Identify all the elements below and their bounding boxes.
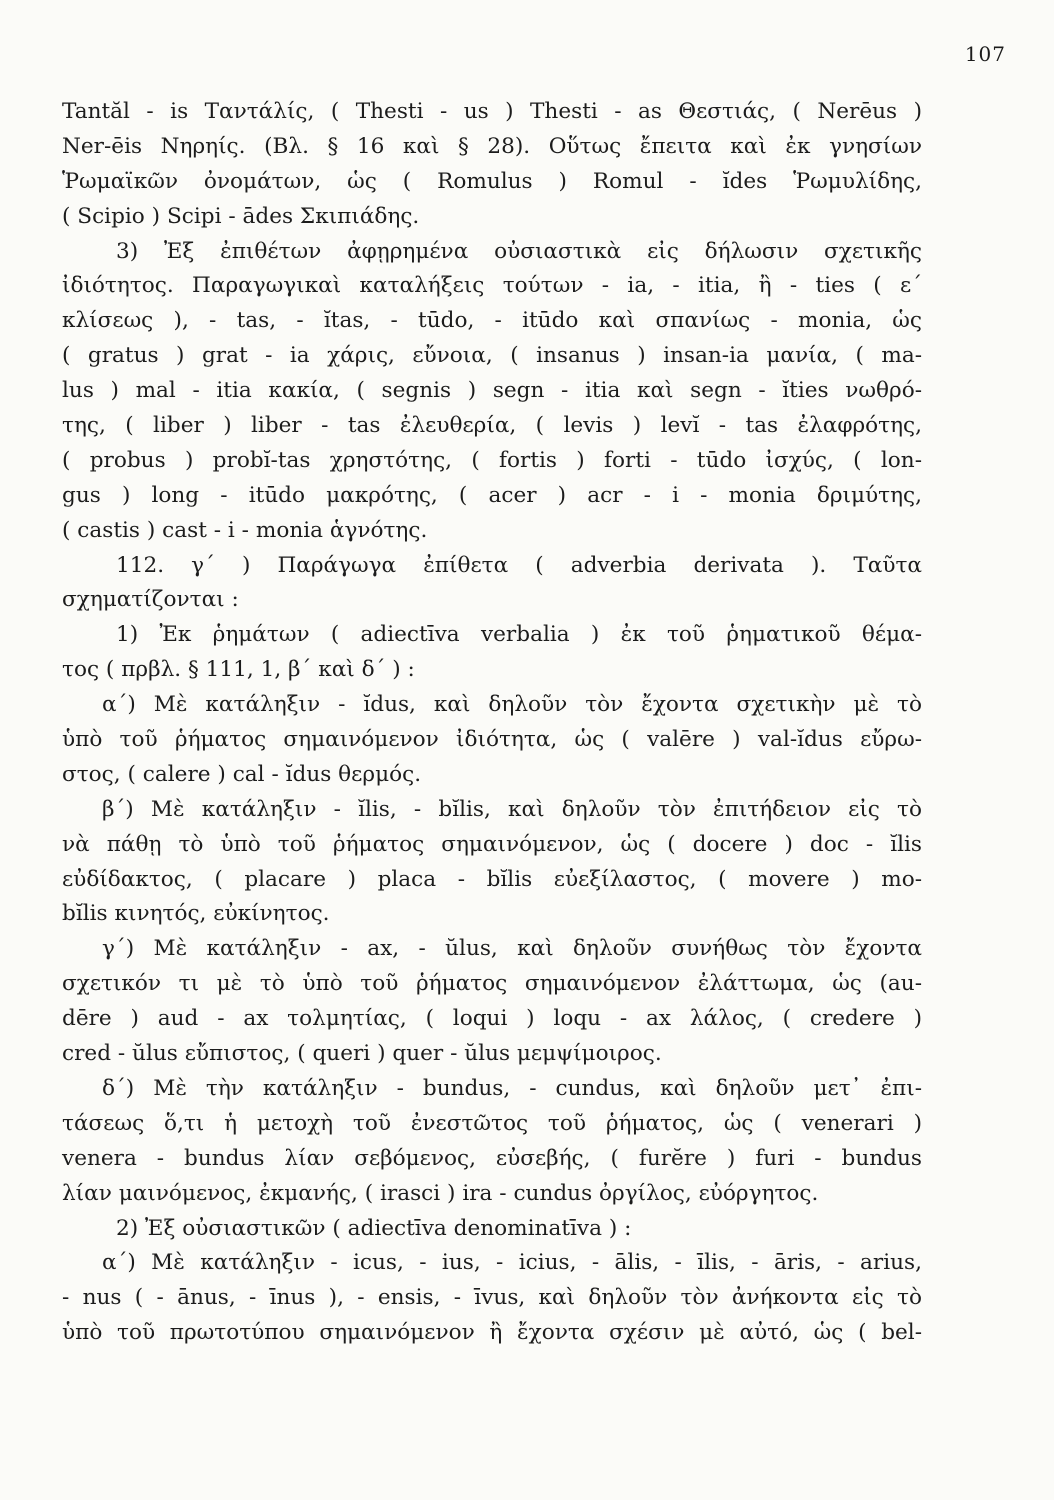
text-line: ὑπὸ τοῦ πρωτοτύπου σημαινόμενον ἢ ἔχοντα σχέσιν μὲ αὐτό, ὡς ( bel- xyxy=(62,1320,922,1346)
text-line: τος ( πρβλ. § 111, 1, β´ καὶ δ´ ) : xyxy=(62,657,415,683)
text-line: venera - bundus λίαν σεβόμενος, εὐσεβής, ( furĕre ) furi - bundus xyxy=(62,1145,922,1171)
text-line: β´) Μὲ κατάληξιν - ĭlis, - bĭlis, καὶ δηλοῦν τὸν ἐπιτήδειον εἰς τὸ xyxy=(102,796,922,822)
text-line: ( Scipio ) Scipi - ādes Σκιπιάδης. xyxy=(62,203,420,229)
text-line: α´) Μὲ κατάληξιν - ĭdus, καὶ δηλοῦν τὸν ἔχοντα σχετικὴν μὲ τὸ xyxy=(102,692,922,718)
text-line: ( probus ) probĭ-tas χρηστότης, ( fortis ) forti - tūdo ἰσχύς, ( lon- xyxy=(62,447,922,473)
text-line: Tantăl - is Ταντάλίς, ( Thesti - us ) Thesti - as Θεστιάς, ( Nerēus ) xyxy=(62,99,922,124)
text-line: Ner-ēis Νηρηίς. (Βλ. § 16 καὶ § 28). Οὕτως ἔπειτα καὶ ἐκ γνησίων xyxy=(62,133,922,159)
text-line: ( gratus ) grat - ia χάρις, εὔνοια, ( insanus ) insan-ia μανία, ( ma- xyxy=(62,343,922,369)
text-line: εὐδίδακτος, ( placare ) placa - bĭlis εὐεξίλαστος, ( movere ) mo- xyxy=(62,866,922,892)
text-line: α´) Μὲ κατάληξιν - icus, - ius, - icius, - ālis, - īlis, - āris, - arius, xyxy=(102,1250,922,1276)
text-line: κλίσεως ), - tas, - ĭtas, - tūdo, - itūdo καὶ σπανίως - monia, ὡς xyxy=(62,308,922,334)
text-line: bĭlis κινητός, εὐκίνητος. xyxy=(62,901,330,927)
text-line: - nus ( - ānus, - īnus ), - ensis, - īvus, καὶ δηλοῦν τὸν ἀνήκοντα εἰς τὸ xyxy=(62,1285,922,1311)
text-line: τάσεως ὅ,τι ἡ μετοχὴ τοῦ ἐνεστῶτος τοῦ ῥήματος, ὡς ( venerari ) xyxy=(62,1110,922,1136)
text-line: 3) Ἐξ ἐπιθέτων ἀφῃρημένα οὐσιαστικὰ εἰς δήλωσιν σχετικῆς xyxy=(116,238,922,264)
text-line: ἰδιότητος. Παραγωγικαὶ καταλήξεις τούτων - ia, - itia, ἢ - ties ( ε´ xyxy=(62,273,922,299)
text-line: gus ) long - itūdo μακρότης, ( acer ) acr - i - monia δριμύτης, xyxy=(62,482,922,508)
text-line: στος, ( calere ) cal - ĭdus θερμός. xyxy=(62,761,422,787)
text-line: ὑπὸ τοῦ ῥήματος σημαινόμενον ἰδιότητα, ὡς ( valēre ) val-ĭdus εὔρω- xyxy=(62,727,922,753)
page-number: 107 xyxy=(964,42,1006,66)
text-line: σχετικόν τι μὲ τὸ ὑπὸ τοῦ ῥήματος σημαινόμενον ἐλάττωμα, ὡς (au- xyxy=(62,971,922,997)
text-line: cred - ŭlus εὔπιστος, ( queri ) quer - ŭlus μεμψίμοιρος. xyxy=(62,1041,662,1067)
text-line: σχηματίζονται : xyxy=(62,587,239,613)
body-text xyxy=(62,95,922,1351)
text-line: Ῥωμαϊκῶν ὀνομάτων, ὡς ( Romulus ) Romul - ĭdes Ῥωμυλίδης, xyxy=(62,168,922,194)
text-line: dēre ) aud - ax τολμητίας, ( loqui ) loqu - ax λάλος, ( credere ) xyxy=(62,1006,922,1032)
text-line: γ´) Μὲ κατάληξιν - ax, - ŭlus, καὶ δηλοῦν συνήθως τὸν ἔχοντα xyxy=(102,936,922,962)
text-line: δ´) Μὲ τὴν κατάληξιν - bundus, - cundus, καὶ δηλοῦν μετ᾽ ἐπι- xyxy=(102,1075,922,1101)
text-line: 112. γ´ ) Παράγωγα ἐπίθετα ( adverbia derivata ). Ταῦτα xyxy=(116,552,922,578)
text-line: λίαν μαινόμενος, ἐκμανής, ( irasci ) ira - cundus ὀργίλος, εὐόργητος. xyxy=(62,1180,819,1206)
text-line: νὰ πάθῃ τὸ ὑπὸ τοῦ ῥήματος σημαινόμενον, ὡς ( docere ) doc - ĭlis xyxy=(62,831,922,857)
text-line: lus ) mal - itia κακία, ( segnis ) segn - itia καὶ segn - ĭties νωθρό- xyxy=(62,378,922,404)
text-line: 2) Ἐξ οὐσιαστικῶν ( adiectīva denominatīva ) : xyxy=(116,1215,632,1241)
text-line: ( castis ) cast - i - monia ἁγνότης. xyxy=(62,517,428,543)
text-line: 1) Ἐκ ῥημάτων ( adiectīva verbalia ) ἐκ τοῦ ῥηματικοῦ θέμα- xyxy=(116,622,922,648)
text-line: της, ( liber ) liber - tas ἐλευθερία, ( levis ) levĭ - tas ἐλαφρότης, xyxy=(62,413,922,439)
